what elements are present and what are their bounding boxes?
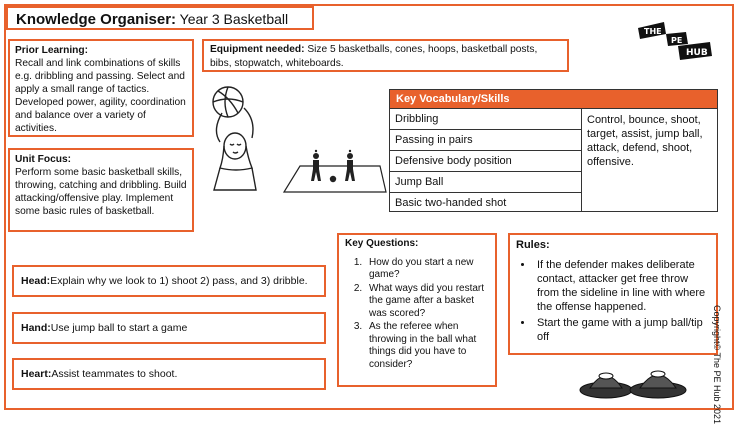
cones-illustration	[578, 360, 690, 400]
unit-focus-panel	[8, 148, 194, 232]
rule-item: • Start the game with a jump ball/tip off	[534, 316, 710, 344]
heart-text: Assist teammates to shoot.	[51, 368, 178, 380]
jump-ball-court-illustration	[282, 148, 388, 198]
rules-panel	[508, 233, 718, 355]
unit-focus-text: Perform some basic basketball skills, throwing, catching and dribbling. Build attacking/offensive play. Implement some basic rules of basketball.	[15, 167, 187, 217]
key-questions-list	[345, 257, 489, 372]
rules-label: Rules:	[516, 239, 550, 251]
unit-focus-label: Unit Focus:	[15, 154, 72, 165]
rules-list	[516, 258, 710, 344]
heart-label: Heart:	[21, 368, 52, 380]
copyright-text: Copyright© The PE Hub 2021	[712, 305, 722, 424]
title-bold: Knowledge Organiser:	[16, 11, 177, 28]
key-question: 2. What ways did you restart the game after a basket was scored?	[365, 283, 489, 321]
equipment-text: Size 5 basketballs, cones, hoops, basketball posts, bibs, stopwatch, whiteboards.	[210, 44, 538, 69]
player-shooting-illustration	[198, 80, 278, 200]
key-question: 1. How do you start a new game?	[365, 257, 489, 282]
heart-panel	[12, 358, 326, 390]
hand-panel	[12, 312, 326, 344]
key-questions-panel	[337, 233, 497, 387]
vocab-skill: Jump Ball	[390, 171, 582, 192]
prior-learning-text: Recall and link combinations of skills e.g. dribbling and passing. Select and apply a small range of tactics. Developed power, agility, coordination and balance over a variety of activities.	[15, 58, 186, 134]
equipment-label: Equipment needed:	[210, 44, 305, 55]
hand-text: Use jump ball to start a game	[50, 322, 188, 334]
equipment-panel	[202, 39, 569, 72]
vocab-skill: Dribbling	[390, 108, 582, 129]
hand-label: Hand:	[21, 322, 51, 334]
title-rest: Year 3 Basketball	[176, 11, 289, 27]
prior-learning-panel	[8, 39, 194, 137]
vocab-words: Control, bounce, shoot, target, assist, jump ball, attack, defend, shoot, offensive.	[582, 108, 717, 211]
head-label: Head:	[21, 275, 51, 287]
logo-pe: PE	[671, 36, 683, 45]
pe-hub-logo	[636, 20, 714, 62]
vocab-skill: Defensive body position	[390, 150, 582, 171]
head-panel	[12, 265, 326, 297]
vocab-skill: Passing in pairs	[390, 129, 582, 150]
page-title	[6, 6, 314, 30]
key-question: 3. As the referee when throwing in the ball what things did you have to consider?	[365, 321, 489, 371]
head-text: Explain why we look to 1) shoot 2) pass, and 3) dribble.	[50, 275, 308, 287]
logo-the: THE	[644, 27, 662, 36]
vocab-header: Key Vocabulary/Skills	[390, 90, 717, 108]
logo-hub: HUB	[686, 48, 708, 58]
key-questions-label: Key Questions:	[345, 238, 419, 249]
prior-learning-label: Prior Learning:	[15, 45, 89, 56]
vocab-skill: Basic two-handed shot	[390, 192, 582, 211]
key-vocabulary-table	[389, 89, 718, 212]
rule-item: • If the defender makes deliberate contact, attacker get free throw from the sideline in line with where the offense happened.	[534, 258, 710, 314]
